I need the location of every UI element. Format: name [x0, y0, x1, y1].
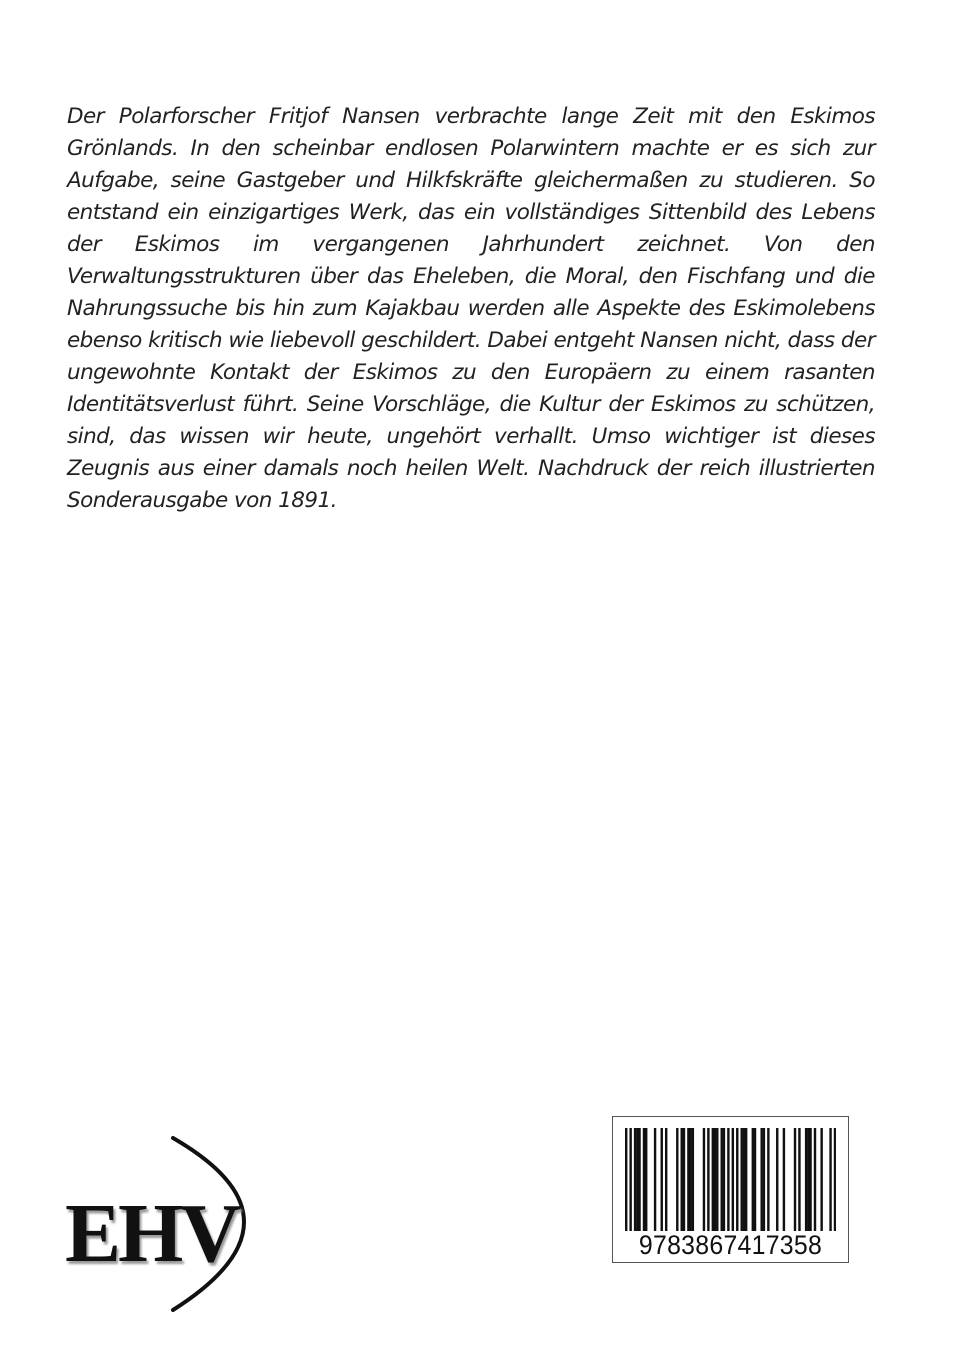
barcode-bar: [745, 1128, 747, 1231]
blurb-line: Identitätsverlust führt. Seine Vorschläge, die Kultur der Eskimos zu schützen,: [67, 392, 875, 417]
barcode-bar: [634, 1128, 636, 1231]
blurb-line: Der Polarforscher Fritjof Nansen verbrachte lange Zeit mit den Eskimos: [67, 104, 875, 129]
back-cover-blurb: [67, 101, 875, 517]
blurb-line: der Eskimos im vergangenen Jahrhundert zeichnet. Von den: [67, 232, 875, 257]
blurb-line: Grönlands. In den scheinbar endlosen Polarwintern machte er es sich zur: [67, 136, 875, 161]
barcode-bar: [716, 1128, 718, 1231]
barcode-bar: [743, 1128, 745, 1231]
barcode-bar: [834, 1128, 836, 1231]
barcode-bar: [625, 1128, 627, 1231]
isbn-number: 9783867417358: [638, 1230, 823, 1260]
blurb-line: entstand ein einzigartiges Werk, das ein vollständiges Sittenbild des Lebens: [67, 200, 875, 225]
barcode-bar: [692, 1128, 694, 1231]
barcode-bar: [643, 1128, 645, 1231]
blurb-line: Zeugnis aus einer damals noch heilen Welt. Nachdruck der reich illustrierten: [67, 456, 875, 481]
blurb-line: sind, das wissen wir heute, ungehört verhallt. Umso wichtiger ist dieses: [67, 424, 875, 449]
barcode-bar: [794, 1128, 796, 1231]
barcode-bar: [805, 1128, 807, 1231]
barcode-bar: [736, 1128, 738, 1231]
barcode-bar: [721, 1128, 723, 1231]
blurb-line: Aufgabe, seine Gastgeber und Hilkfskräfte gleichermaßen zu studieren. So: [67, 168, 875, 193]
barcode-bar: [676, 1128, 678, 1231]
barcode-bar: [714, 1128, 716, 1231]
logo-text: EHV: [65, 1187, 239, 1280]
isbn-barcode: [612, 1116, 849, 1263]
barcode-bar: [760, 1128, 762, 1231]
barcode-bar: [732, 1128, 734, 1231]
barcode-bar: [767, 1128, 769, 1231]
barcode-bar: [661, 1128, 663, 1231]
barcode-bar: [665, 1128, 667, 1231]
blurb-line: ungewohnte Kontakt der Eskimos zu den Europäern zu einem rasanten: [67, 360, 875, 385]
barcode-bar: [689, 1128, 691, 1231]
barcode-bar: [814, 1128, 816, 1231]
barcode-bar: [712, 1128, 714, 1231]
barcode-bar: [776, 1128, 778, 1231]
barcode-bar: [683, 1128, 685, 1231]
blurb-line: ebenso kritisch wie liebevoll geschildert. Dabei entgeht Nansen nicht, dass der: [67, 328, 875, 353]
barcode-bar: [727, 1128, 729, 1231]
barcode-bar: [752, 1128, 754, 1231]
barcode-bar: [829, 1128, 831, 1231]
barcode-bar: [723, 1128, 725, 1231]
barcode-bar: [740, 1128, 742, 1231]
barcode-bar: [645, 1128, 647, 1231]
barcode-bar: [638, 1128, 640, 1231]
barcode-bar: [807, 1128, 809, 1231]
barcode-bar: [629, 1128, 631, 1231]
barcode-bar: [681, 1128, 683, 1231]
barcode-bar: [809, 1128, 811, 1231]
barcode-bar: [636, 1128, 638, 1231]
barcode-bar: [754, 1128, 756, 1231]
barcode-bar: [783, 1128, 785, 1231]
publisher-logo: [55, 1130, 265, 1320]
barcode-bar: [820, 1128, 822, 1231]
barcode-bar: [707, 1128, 709, 1231]
barcode-bar: [703, 1128, 705, 1231]
barcode-bar: [798, 1128, 800, 1231]
blurb-line: Verwaltungsstrukturen über das Eheleben, die Moral, den Fischfang und die: [67, 264, 875, 289]
barcode-bar: [763, 1128, 765, 1231]
barcode-bars: [625, 1128, 836, 1231]
blurb-line: Sonderausgabe von 1891.: [67, 488, 337, 513]
barcode-bar: [687, 1128, 689, 1231]
barcode-bar: [654, 1128, 656, 1231]
blurb-line: Nahrungssuche bis hin zum Kajakbau werden alle Aspekte des Eskimolebens: [67, 296, 875, 321]
